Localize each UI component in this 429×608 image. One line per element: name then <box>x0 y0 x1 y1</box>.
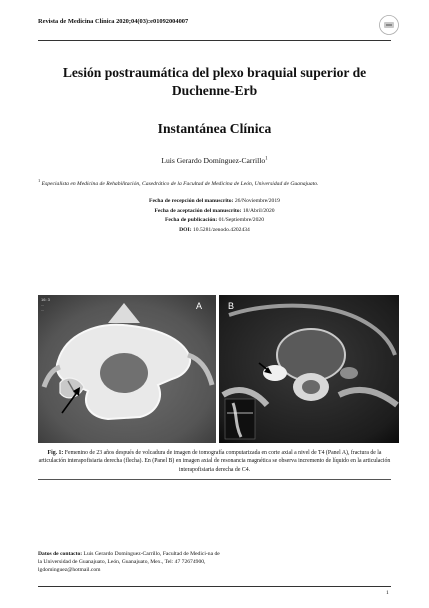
contact-info <box>38 550 220 575</box>
panel-a-label: A <box>195 301 202 311</box>
accepted-value: 18/Abril/2020 <box>242 207 275 214</box>
title-line-1: Lesión postraumática del plexo braquial superior de <box>62 65 367 80</box>
page-number: 1 <box>386 590 389 596</box>
caption-text: Femenino de 23 años después de volcadura de imagen de tomografía computarizada en corte axial a nivel de T4 (Panel A), fractura de la articulación interapofisiaria derecha (flecha). En (Panel B) en imagen axial de resonancia magnética se observa incremento de líquido en la articulación interapofisiaria derecha de C4. <box>38 450 391 473</box>
doi-label: DOI: <box>179 226 192 233</box>
contact-label: Datos de contacto: <box>38 551 83 557</box>
published-value: 01/Septiembre/2020 <box>218 217 264 224</box>
received-value: 26/Noviembre/2019 <box>234 198 280 204</box>
footer-divider <box>38 586 391 587</box>
published-date <box>38 216 391 226</box>
mri-panel-b <box>219 295 399 443</box>
affiliation-line <box>38 178 398 187</box>
received-date <box>38 197 391 207</box>
affiliation-text: Especialista en Medicina de Rehabilitación, Casedrático de la Facultad de Medicina de León, Universidad de Guanajuato. <box>41 180 319 187</box>
affiliation-mark: 1 <box>38 178 41 183</box>
published-label: Fecha de publicación: <box>165 217 218 224</box>
figure-1 <box>38 295 399 443</box>
received-label: Fecha de recepción del manuscrito: <box>149 198 234 204</box>
panel-a-scan-meta: 16: 3 ... ... <box>41 297 50 312</box>
accepted-label: Fecha de aceptación del manuscrito: <box>154 207 242 214</box>
manuscript-dates <box>38 197 391 235</box>
author-mark: 1 <box>265 156 268 162</box>
article-title <box>38 64 391 100</box>
figure-caption <box>38 449 391 474</box>
journal-logo-icon <box>378 14 400 36</box>
journal-header: Revista de Medicina Clínica 2020;04(03):e01092004007 <box>38 18 189 25</box>
ct-scan-panel-a <box>38 295 216 443</box>
panel-b-label: B <box>228 301 235 311</box>
contact-text: Luis Gerardo Domínguez-Carrillo, Facultad de Medici-na de la Universidad de Guanajuato, León, Guanajuato, Mex., Tel: 47 72674900, lgdominguez@hotmail.com <box>38 551 220 574</box>
caption-label: Fig. 1: <box>47 450 64 456</box>
title-line-2: Duchenne-Erb <box>171 83 258 98</box>
article-section: Instantánea Clínica <box>157 121 272 136</box>
author-line <box>38 156 391 165</box>
author-name: Luis Gerardo Domínguez-Carrillo <box>161 156 266 165</box>
header-divider <box>38 40 391 41</box>
caption-divider <box>38 479 391 480</box>
doi-value[interactable]: 10.5281/zenodo.4202434 <box>192 226 250 233</box>
doi-line <box>38 226 391 236</box>
accepted-date <box>38 207 391 217</box>
